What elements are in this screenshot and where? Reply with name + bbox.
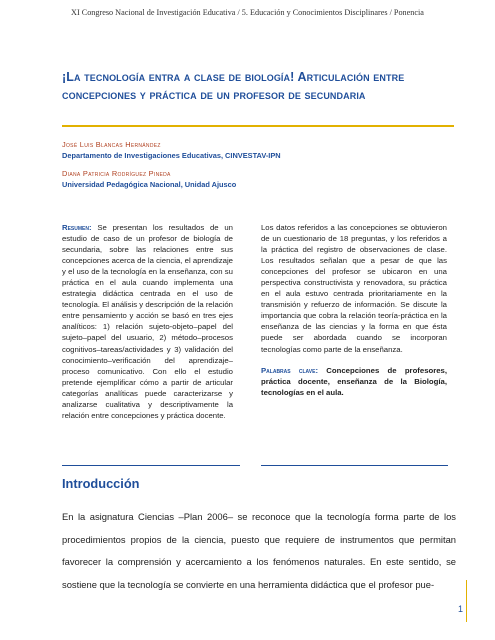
paper-title: ¡La tecnología entra a clase de biología! Articulación entre concepciones y práctica de un profesor de secundaria [62,70,405,102]
author-name: Diana Patricia Rodríguez Pineda [62,169,171,178]
abstract-right-column [261,222,447,398]
abstract-text: Se presentan los resultados de un estudio de caso de un profesor de biología de secundaria, sobre las relaciones entre sus concepciones acerca de la ciencia, el aprendizaje y el uso de la tecnología en la enseñanza, con su práctica en el aula cuando implementa una estrategia didáctica centrada en el uso de tecnología. El análisis y descripción de la relación entre pensamiento y acción se basó en tres ejes analíticos: 1) relación sujeto-objeto–papel del sujeto–papel del usuario, 2) método–procesos cognitivos–tareas/actividades y 3) validación del conocimiento–verificación del aprendizaje–proceso comunicativo. Con ello el estudio pretende ejemplificar cómo a partir de articular categorías analíticas puede caracterizarse y analizarse cualitativa y descriptivamente la relación entre concepciones y práctica docente. [62,223,233,420]
abstract-label: Resumen: [62,223,92,232]
body-paragraph [62,506,456,596]
abstract-text-continued: Los datos referidos a las concepciones se obtuvieron de un cuestionario de 18 preguntas, y los referidos a la práctica del registro de observaciones de clase. Los resultados señalan que a pesar de que las concepciones del profesor se ubicaron en una perspectiva constructivista y renovadora, su práctica en el aula estuvo centrada prioritariamente en la transmisión y refuerzo de información. Se discute la importancia que cobra la relación teoría-práctica en la enseñanza de las ciencias y la forma en que ésta puede ser abordada cuando se incorporan tecnologías como parte de la enseñanza. [261,223,447,354]
abstract-left-column [62,222,233,421]
author-affiliation: Departamento de Investigaciones Educativas, CINVESTAV-IPN [62,151,281,160]
section-heading: Introducción [62,476,140,491]
keywords-label: Palabras clave: [261,365,319,375]
page-number: 1 [457,604,463,614]
abstract-divider [62,465,240,466]
title-underline [62,125,454,127]
keywords: Concepciones de profesores, práctica docente, enseñanza de la Biología, tecnologías en el aula. [261,365,448,397]
intro-paragraph: En la asignatura Ciencias –Plan 2006– se reconoce que la tecnología forma parte de los procedimientos propios de la ciencia, puesto que requiere de instrumentos que permitan favorecer la comprensión y acercamiento a los fenómenos naturales. En este sentido, se sostiene que la tecnología se convierte en una herramienta didáctica que el profesor pue- [62,511,456,590]
abstract-divider [261,465,448,466]
author-affiliation: Universidad Pedagógica Nacional, Unidad Ajusco [62,180,237,189]
author-name: José Luis Blancas Hernández [62,140,161,149]
running-header: XI Congreso Nacional de Investigación Educativa / 5. Educación y Conocimientos Disciplinares / Ponencia [71,8,424,17]
page-number-rule [466,580,467,622]
